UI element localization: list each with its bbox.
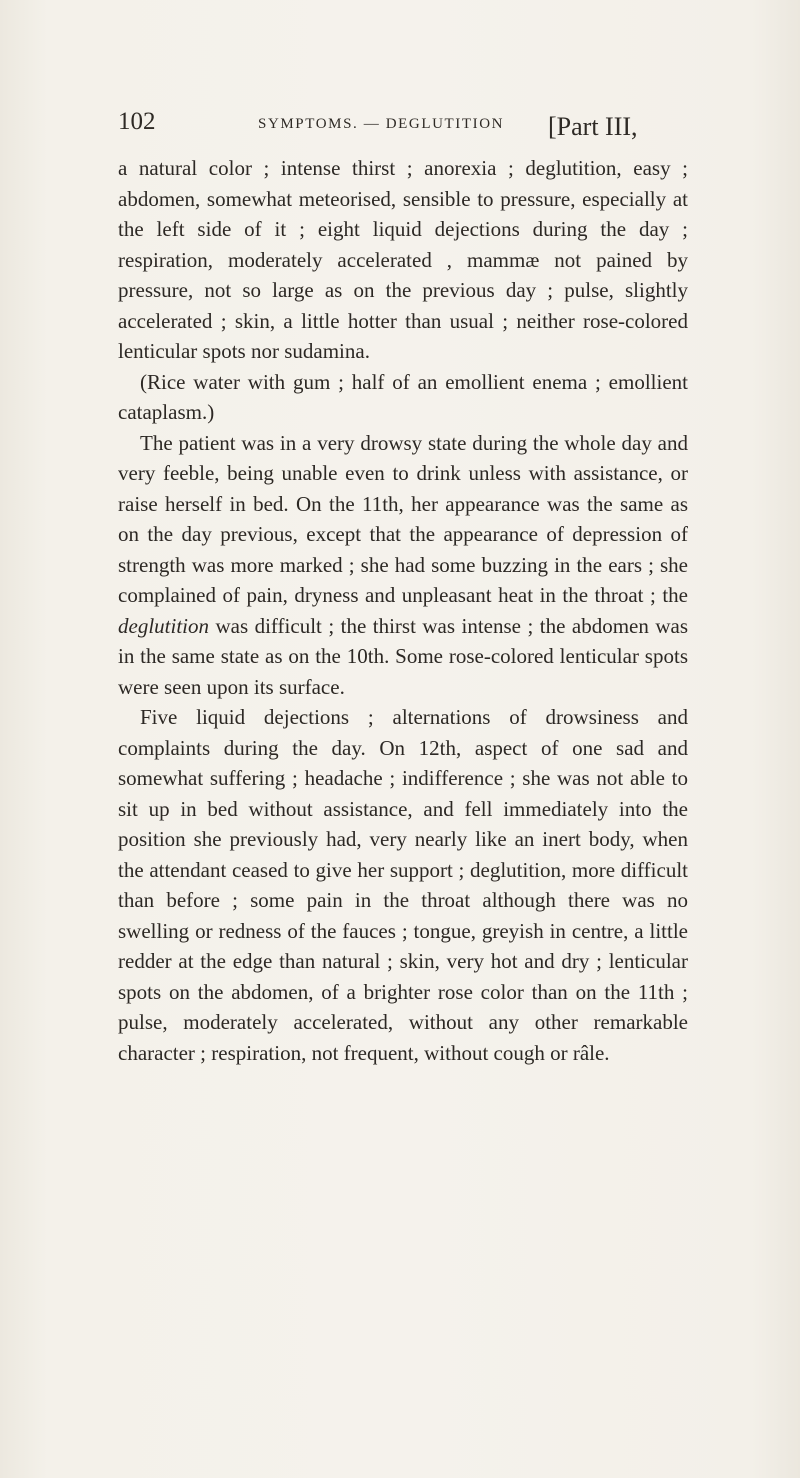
paragraph-1 <box>118 153 688 367</box>
paragraph-3-italic-term: deglutition <box>118 613 209 638</box>
paragraph-4-text: Five liquid dejections ; alternations of drowsiness and complaints during the day. On 12th, aspect of one sad and somewhat suffering ; headache ; indifference ; she was not able to sit up in bed without assistance, and fell immediately into the position she previously had, very nearly like an inert body, when the attendant ceased to give her support ; deglutition, more difficult than before ; some pain in the throat although there was no swelling or redness of the fauces ; tongue, greyish in centre, a little redder at the edge than natural ; skin, very hot and dry ; lenticular spots on the abdomen, of a brighter rose color than on the 11th ; pulse, moderately accelerated, without any other remarkable character ; respiration, not frequent, without cough or râle. <box>118 705 688 1065</box>
body-text <box>118 153 688 1068</box>
part-label: [Part III, <box>548 112 638 141</box>
paragraph-3 <box>118 428 688 703</box>
paragraph-2-text: (Rice water with gum ; half of an emollient enema ; emollient cataplasm.) <box>118 369 688 424</box>
running-head <box>0 108 800 148</box>
paragraph-3-text-a: The patient was in a very drowsy state during the whole day and very feeble, being unable even to drink unless with assistance, or raise herself in bed. On the 11th, her appearance was the same as on the day previous, except that the appearance of depression of strength was more marked ; she had some buzzing in the ears ; she complained of pain, dryness and unpleasant heat in the throat ; the <box>118 430 688 607</box>
paragraph-4 <box>118 702 688 1068</box>
running-title: SYMPTOMS. — DEGLUTITION <box>258 116 505 132</box>
paragraph-1-text: a natural color ; intense thirst ; anorexia ; deglutition, easy ; abdomen, somewhat meteorised, sensible to pressure, especially at the left side of it ; eight liquid dejections during the day ; respiration, moderately accelerated , mammæ not pained by pressure, not so large as on the previous day ; pulse, slightly accelerated ; skin, a little hotter than usual ; neither rose-colored lenticular spots nor sudamina. <box>118 156 688 363</box>
paragraph-2 <box>118 367 688 428</box>
paragraph-3-text-b: was difficult ; the thirst was intense ; the abdomen was in the same state as on the 10th. Some rose-colored lenticular spots were seen upon its surface. <box>118 613 688 699</box>
page-number: 102 <box>118 108 156 135</box>
